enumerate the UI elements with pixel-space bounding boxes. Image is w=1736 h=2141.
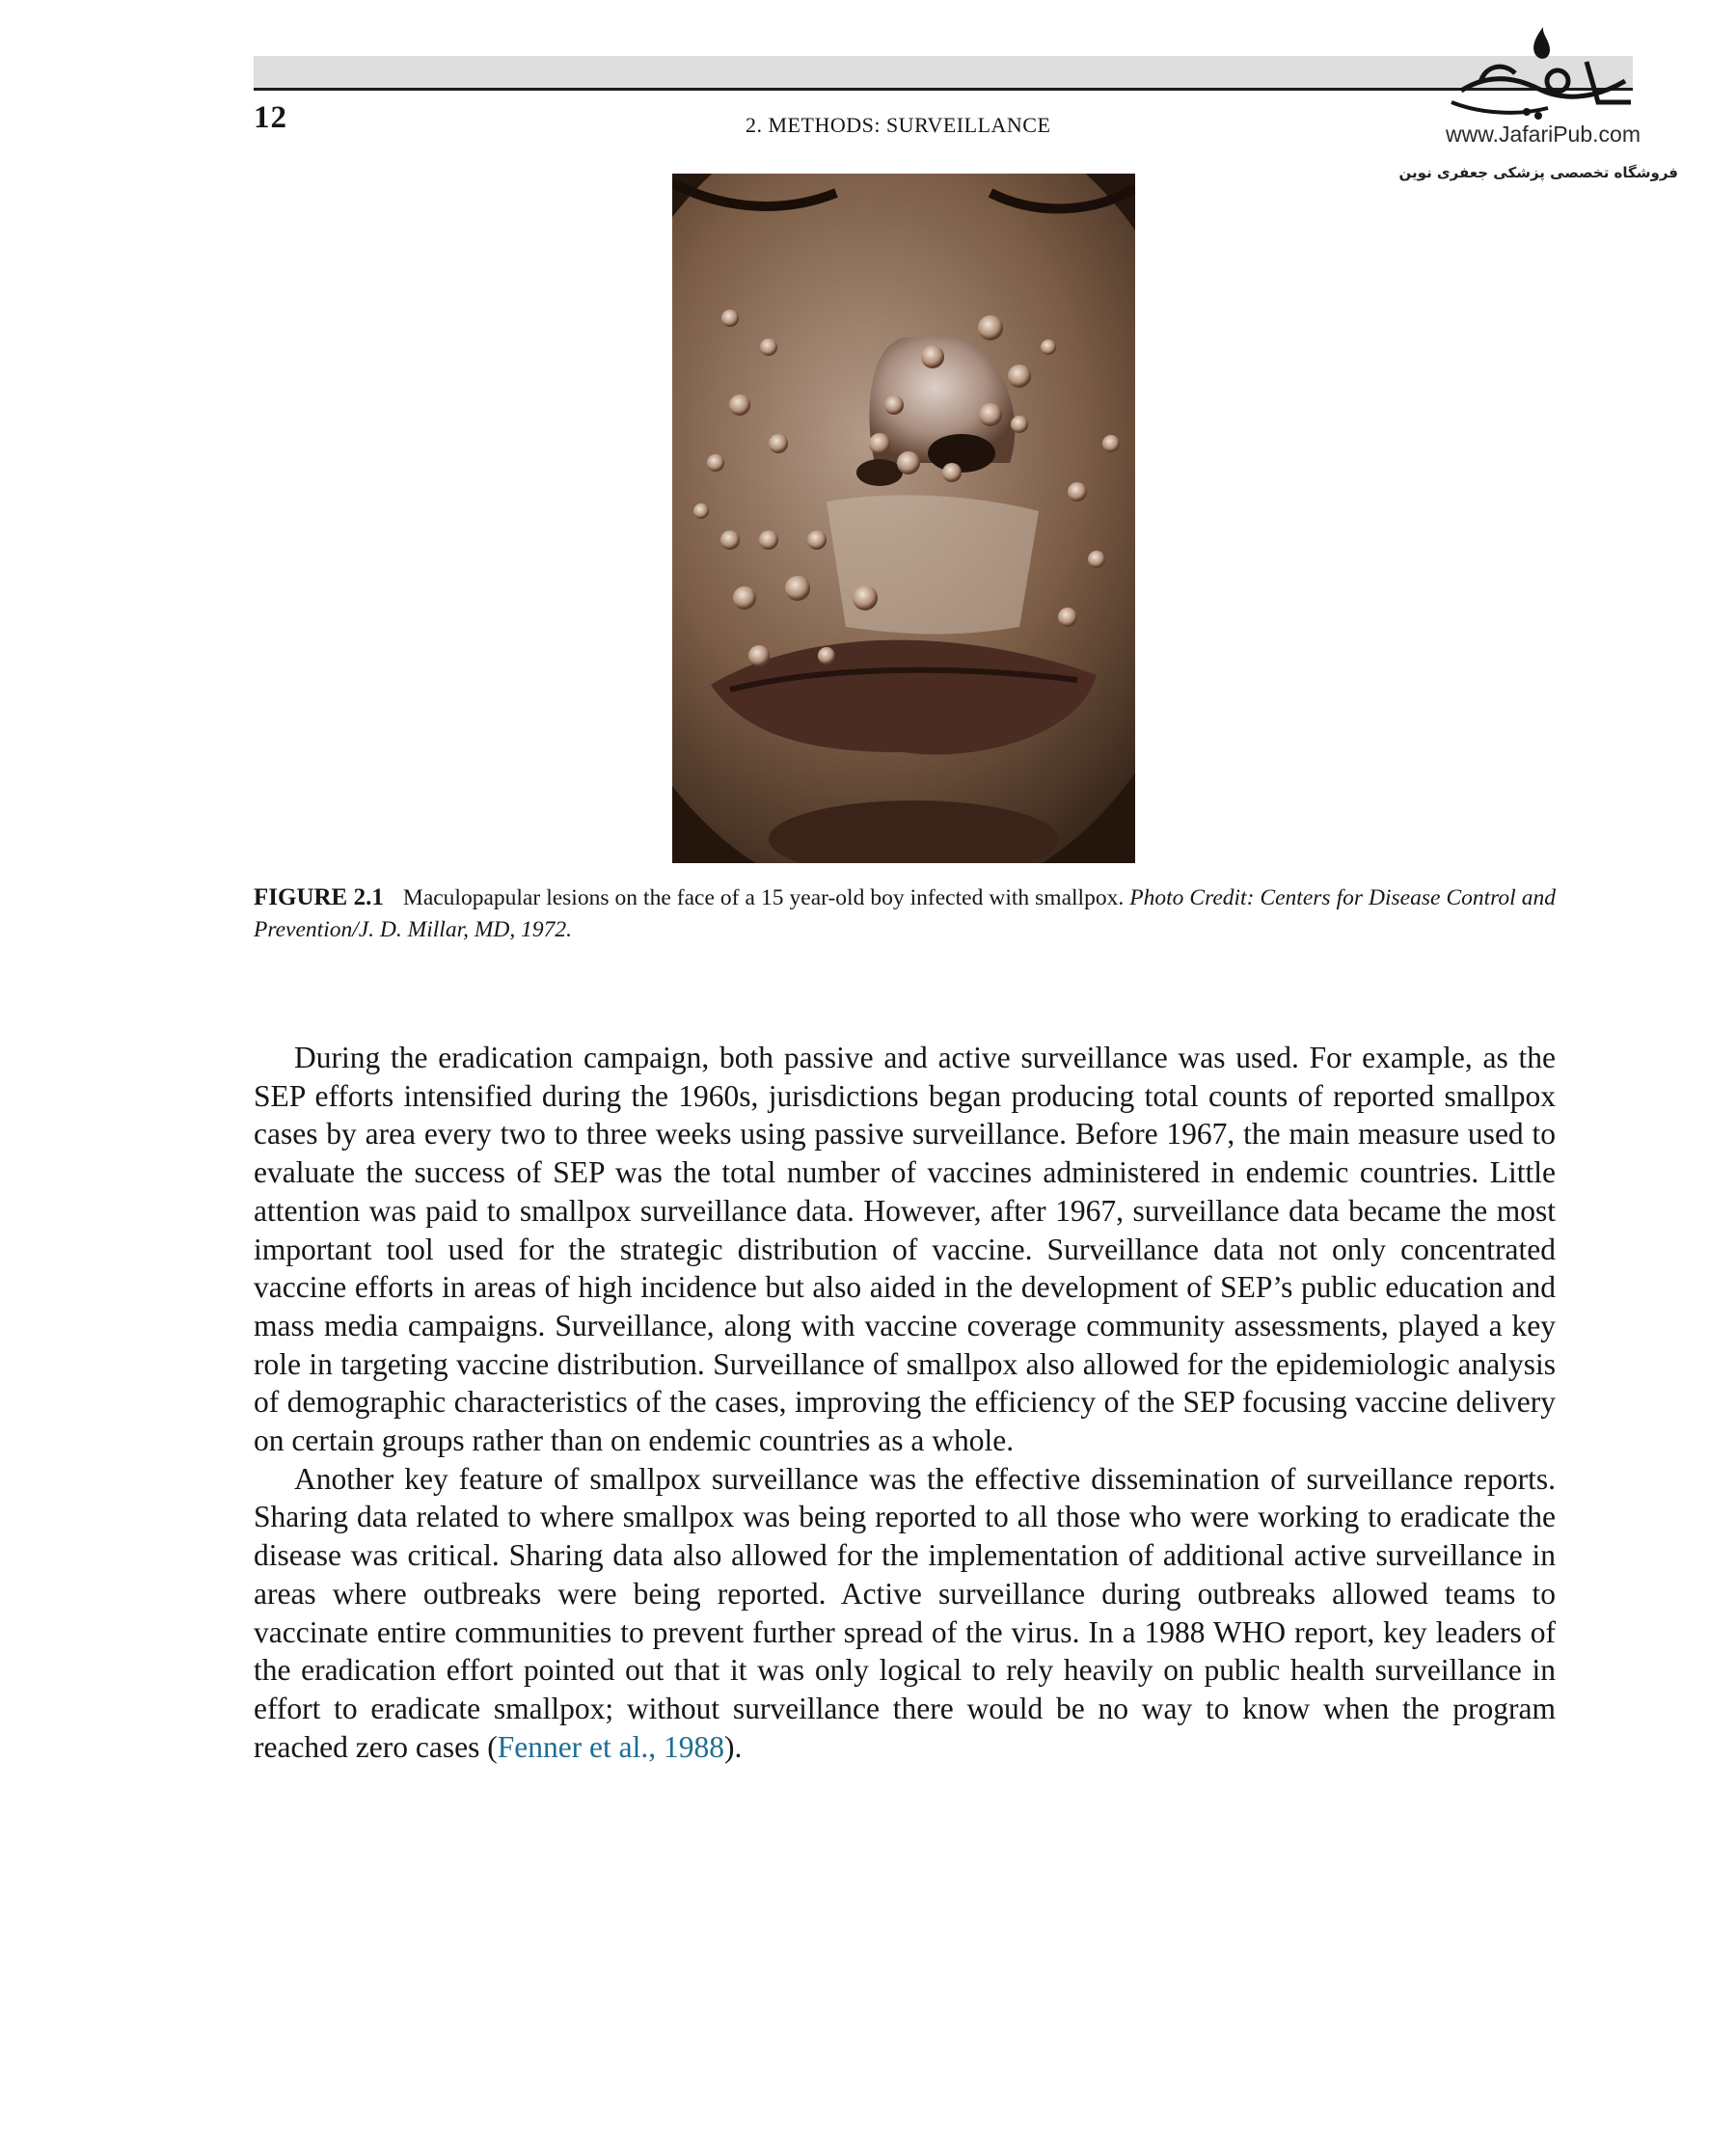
paragraph-end: ). — [724, 1729, 743, 1764]
figure-caption — [254, 881, 1556, 946]
publisher-logo-icon — [1442, 23, 1644, 129]
reference-link[interactable]: Fenner et al., 1988 — [497, 1729, 725, 1764]
paragraph-text: Another key feature of smallpox surveillance was the effective dissemination of surveillance reports. Sharing data related to where smallpox was being reported to all those who were working to eradicate the disease was critical. Sharing data also allowed for the implementation of additional active surveillance in areas where outbreaks were being reported. Active surveillance during outbreaks allowed teams to vaccinate entire communities to prevent further spread of the virus. In a 1988 WHO report, key leaders of the eradication effort pointed out that it was only logical to rely heavily on public health surveillance in effort to eradicate smallpox; without surveillance there would be no way to know when the program reached zero cases ( — [254, 1461, 1556, 1764]
header-rule — [254, 88, 1633, 91]
figure-label: FIGURE 2.1 — [254, 884, 384, 910]
figure-caption-text: Maculopapular lesions on the face of a 15 year-old boy infected with smallpox. — [402, 885, 1125, 910]
page-number: 12 — [254, 100, 287, 135]
publisher-url: www.JafariPub.com — [1446, 122, 1641, 147]
running-head: 2. METHODS: SURVEILLANCE — [746, 113, 1051, 137]
paragraph — [254, 1460, 1556, 1767]
publisher-tagline: فروشگاه تخصصی پزشکی جعفری نوین — [1398, 164, 1678, 181]
header-band — [254, 56, 1633, 88]
figure-photo — [672, 174, 1135, 863]
body-text — [254, 1039, 1556, 1766]
figure-credit: Photo Credit: Centers for Disease Control and Prevention/J. D. Millar, MD, 1972. — [254, 885, 1556, 942]
paragraph: During the eradication campaign, both passive and active surveillance was used. For example, as the SEP efforts intensified during the 1960s, jurisdictions began producing total counts of reported smallpox cases by area every two to three weeks using passive surveillance. Before 1967, the main measure used to evaluate the success of SEP was the total number of vaccines administered in endemic countries. Little attention was paid to smallpox surveillance data. However, after 1967, surveillance data became the most important tool used for the strategic distribution of vaccine. Surveillance data not only concentrated vaccine efforts in areas of high incidence but also aided in the development of SEP’s public education and mass media campaigns. Surveillance, along with vaccine coverage community assessments, played a key role in targeting vaccine distribution. Surveillance of smallpox also allowed for the epidemiologic analysis of demographic characteristics of the cases, improving the efficiency of the SEP focusing vaccine delivery on certain groups rather than on endemic countries as a whole. — [254, 1041, 1556, 1458]
